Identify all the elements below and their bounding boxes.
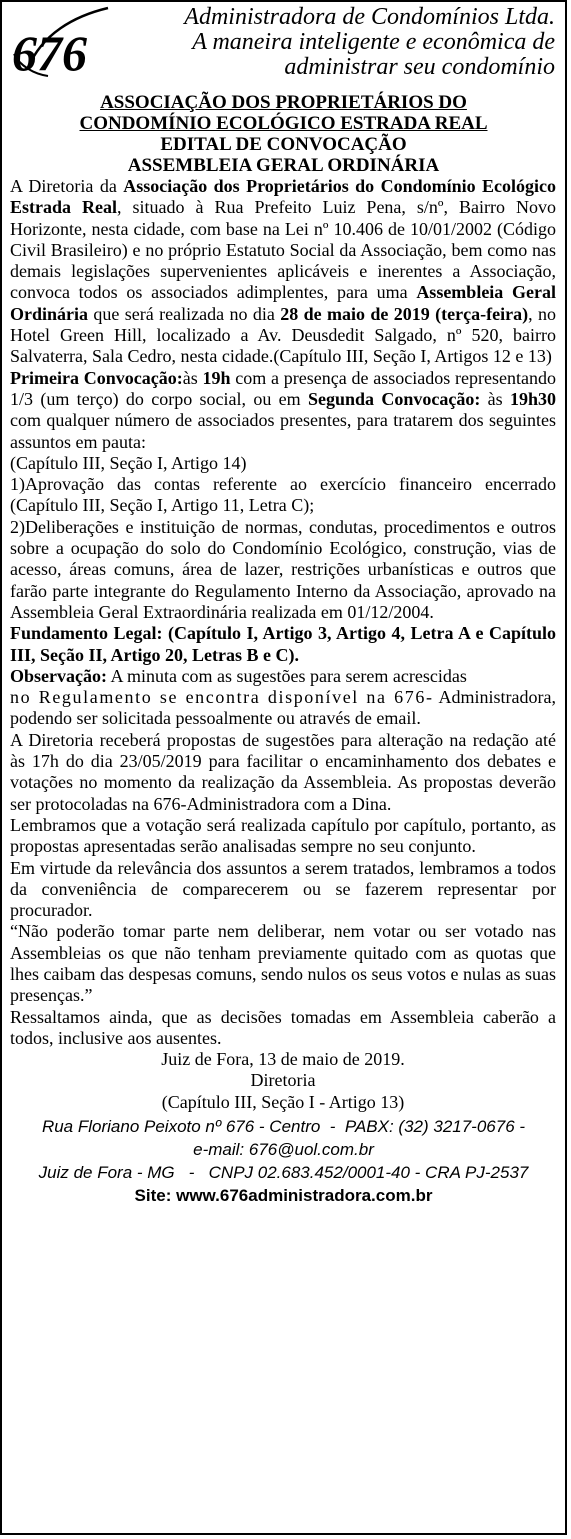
footer-registry: Juiz de Fora - MG - CNPJ 02.683.452/0001-40 - CRA PJ-2537 <box>38 1163 529 1183</box>
text: , no Hotel Green Hill, localizado a Av. Deusdedit Salgado, nº 520, bairro Salvaterra, Sala Cedro, nesta cidade.(Capítulo III, Seção I, Artigos 12 e 13) <box>10 303 556 367</box>
footer-address: Rua Floriano Peixoto nº 676 - Centro - PABX: (32) 3217-0676 - <box>41 1117 526 1137</box>
footer-site: Site: www.676administradora.com.br <box>134 1186 433 1206</box>
text: às <box>182 367 203 388</box>
second-call-label: Segunda Convocação: <box>308 388 481 409</box>
agenda-item-2: 2)Deliberações e instituição de normas, condutas, procedimentos e outros sobre a ocupação do solo do Condomínio Ecológico, construção, vias de acesso, áreas comuns, área de lazer, restrições urbanísticas e outros que farão parte integrante do Regulamento Interno da Associação, aprovado na Assembleia Geral Extraordinária realizada em 01/12/2004. <box>10 516 556 622</box>
notice-reference: (Capítulo III, Seção I - Artigo 13) <box>161 1091 405 1112</box>
assembly-date: 28 de maio de 2019 (terça-feira) <box>280 303 529 324</box>
second-call-time: 19h30 <box>509 388 556 409</box>
agenda-item-1: 1)Aprovação das contas referente ao exercício financeiro encerrado (Capítulo III, Seção I, Artigo 11, Letra C); <box>10 474 556 516</box>
text: com a presença de associados representando 1/3 (um terço) do corpo social, ou em <box>10 367 556 409</box>
notice-date: Juiz de Fora, 13 de maio de 2019. <box>161 1049 405 1070</box>
paragraph-agenda-ref: (Capítulo III, Seção I, Artigo 14) <box>10 452 247 473</box>
text: A Diretoria da <box>10 176 124 196</box>
title-line-1: ASSOCIAÇÃO DOS PROPRIETÁRIOS DO <box>100 92 467 113</box>
paragraph-decisions: Ressaltamos ainda, que as decisões tomadas em Assembleia caberão a todos, inclusive aos ausentes. <box>10 1006 556 1048</box>
header <box>2 2 565 88</box>
text: no Regulamento se encontra disponível na 676- <box>10 687 434 708</box>
notice-titles <box>2 92 565 176</box>
footer-email: e-mail: 676@uol.com.br <box>193 1140 374 1160</box>
paragraph-observation <box>10 666 556 730</box>
title-line-2: CONDOMÍNIO ECOLÓGICO ESTRADA REAL <box>79 113 488 134</box>
notice-signature: Diretoria <box>250 1070 316 1091</box>
observation-label: Observação: <box>10 665 107 686</box>
notice-body <box>2 176 565 1113</box>
title-line-4: ASSEMBLEIA GERAL ORDINÁRIA <box>127 155 440 176</box>
paragraph-quote: “Não poderão tomar parte nem deliberar, nem votar ou ser votado nas Assembleias os que não tenham previamente quitado com as quotas que lhes caibam das despesas comuns, sendo nulos os seus votos e nulas as suas presenças.” <box>10 921 556 1006</box>
paragraph-voting: Lembramos que a votação será realizada capítulo por capítulo, portanto, as propostas apresentadas serão analisadas sempre no seu conjunto. <box>10 814 556 857</box>
company-logo <box>8 4 116 84</box>
slogan-line-3: administrar seu condomínio <box>284 54 555 80</box>
slogan-line-2: A maneira inteligente e econômica de <box>192 29 555 55</box>
text: com qualquer número de associados presentes, para tratarem dos seguintes assuntos em pauta: <box>10 410 556 452</box>
company-slogan <box>184 5 555 80</box>
first-call-time: 19h <box>202 367 231 388</box>
text: A minuta com as sugestões para serem acrescidas <box>106 665 467 686</box>
footer <box>2 1115 565 1207</box>
text: , situado à Rua Prefeito Luiz Pena, s/nº, Bairro Novo Horizonte, nesta cidade, com base na Lei nº 10.406 de 10/01/2002 (Código Civil Brasileiro) e no próprio Estatuto Social da Associação, bem como nas demais legislações supervenientes aplicáveis e inerentes a Associação, convoca todos os associados adimplentes, para uma <box>10 197 556 303</box>
title-line-3: EDITAL DE CONVOCAÇÃO <box>160 134 407 155</box>
association-name: Associação dos Proprietários do Condomínio Ecológico Estrada Real <box>10 176 557 218</box>
text: que será realizada no dia <box>88 303 281 324</box>
assembly-name: Assembleia Geral Ordinária <box>10 282 556 324</box>
paragraph-convocation <box>10 368 556 453</box>
paragraph-relevance: Em virtude da relevância dos assuntos a serem tratados, lembramos a todos da conveniência de comparecerem ou se fazerem representar por procurador. <box>10 857 556 921</box>
paragraph-proposals: A Diretoria receberá propostas de sugestões para alteração na redação até às 17h do dia 23/05/2019 para facilitar o encaminhamento dos debates e votações no momento da realização da Assembleia. As propostas deverão ser protocoladas na 676-Administradora com a Dina. <box>10 729 556 814</box>
paragraph-intro <box>10 176 556 368</box>
text: às <box>480 388 510 409</box>
paragraph-legal-basis: Fundamento Legal: (Capítulo I, Artigo 3, Artigo 4, Letra A e Capítulo III, Seção II, Artigo 20, Letras B e C). <box>10 623 556 665</box>
text: Administradora, podendo ser solicitada pessoalmente ou através de email. <box>10 687 556 729</box>
logo-text: 676 <box>12 25 87 81</box>
slogan-line-1: Administradora de Condomínios Ltda. <box>184 4 555 30</box>
first-call-label: Primeira Convocação: <box>10 367 183 388</box>
